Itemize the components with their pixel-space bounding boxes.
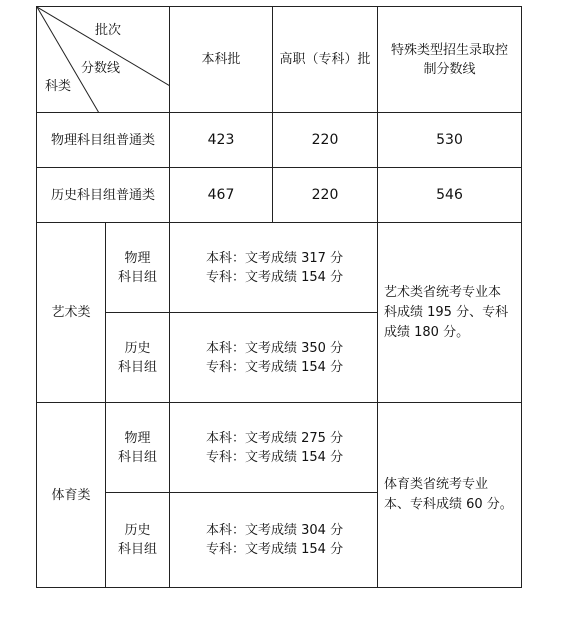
arts-note-line1: 艺术类省统考专业本 (384, 284, 502, 300)
group-name-line1: 物理 (124, 250, 151, 266)
benke-score: 423 (170, 113, 273, 168)
group-name-line2: 科目组 (117, 269, 157, 285)
benke-score-text: 本科：文考成绩 304 分 (206, 523, 344, 538)
arts-note-line2: 科成绩 195 分、专科 (384, 304, 509, 320)
sports-history-scores (170, 493, 378, 588)
sports-note-line1: 体育类省统考专业 (384, 477, 489, 492)
benke-score-text: 本科：文考成绩 275 分 (206, 430, 344, 446)
zhuanke-score: 220 (273, 168, 378, 223)
arts-history-scores (170, 313, 378, 403)
header-benke: 本科批 (170, 7, 273, 113)
header-category-label: 科类 (45, 79, 72, 94)
table-row (37, 113, 522, 168)
arts-physics-group (106, 223, 170, 313)
zhuanke-score-text: 专科：文考成绩 154 分 (206, 269, 344, 285)
group-name-line2: 科目组 (117, 449, 157, 465)
special-score: 546 (378, 168, 522, 223)
sports-physics-scores (170, 403, 378, 493)
admission-score-table (36, 6, 522, 588)
zhuanke-score: 220 (273, 113, 378, 168)
header-special-line2: 制分数线 (423, 61, 476, 77)
zhuanke-score-text: 专科：文考成绩 154 分 (206, 359, 344, 375)
benke-score-text: 本科：文考成绩 317 分 (206, 250, 344, 266)
arts-physics-scores (170, 223, 378, 313)
arts-note-line3: 成绩 180 分。 (384, 324, 470, 340)
group-name-line1: 历史 (124, 340, 151, 356)
header-special-line1: 特殊类型招生录取控 (390, 42, 508, 58)
group-name-line1: 历史 (124, 523, 151, 538)
header-batch-label: 批次 (95, 23, 122, 38)
sports-note-line2: 本、专科成绩 60 分。 (384, 497, 513, 512)
header-score-line-label: 分数线 (81, 61, 121, 76)
group-name-line2: 科目组 (117, 359, 157, 375)
arts-category: 艺术类 (37, 223, 106, 403)
zhuanke-score-text: 专科：文考成绩 154 分 (206, 542, 344, 557)
sports-history-group (106, 493, 170, 588)
header-special (378, 7, 522, 113)
sports-note (378, 403, 522, 588)
benke-score-text: 本科：文考成绩 350 分 (206, 340, 344, 356)
sports-category: 体育类 (37, 403, 106, 588)
table-row (37, 168, 522, 223)
zhuanke-score-text: 专科：文考成绩 154 分 (206, 449, 344, 465)
arts-note (378, 223, 522, 403)
sports-physics-group (106, 403, 170, 493)
arts-history-group (106, 313, 170, 403)
benke-score: 467 (170, 168, 273, 223)
group-name-line2: 科目组 (117, 542, 157, 557)
table-row (37, 403, 522, 493)
header-corner-cell (37, 7, 170, 113)
row-label: 历史科目组普通类 (37, 168, 170, 223)
header-row (37, 7, 522, 113)
group-name-line1: 物理 (124, 430, 151, 446)
special-score: 530 (378, 113, 522, 168)
header-zhuanke: 高职（专科）批 (273, 7, 378, 113)
table-row (37, 223, 522, 313)
row-label: 物理科目组普通类 (37, 113, 170, 168)
